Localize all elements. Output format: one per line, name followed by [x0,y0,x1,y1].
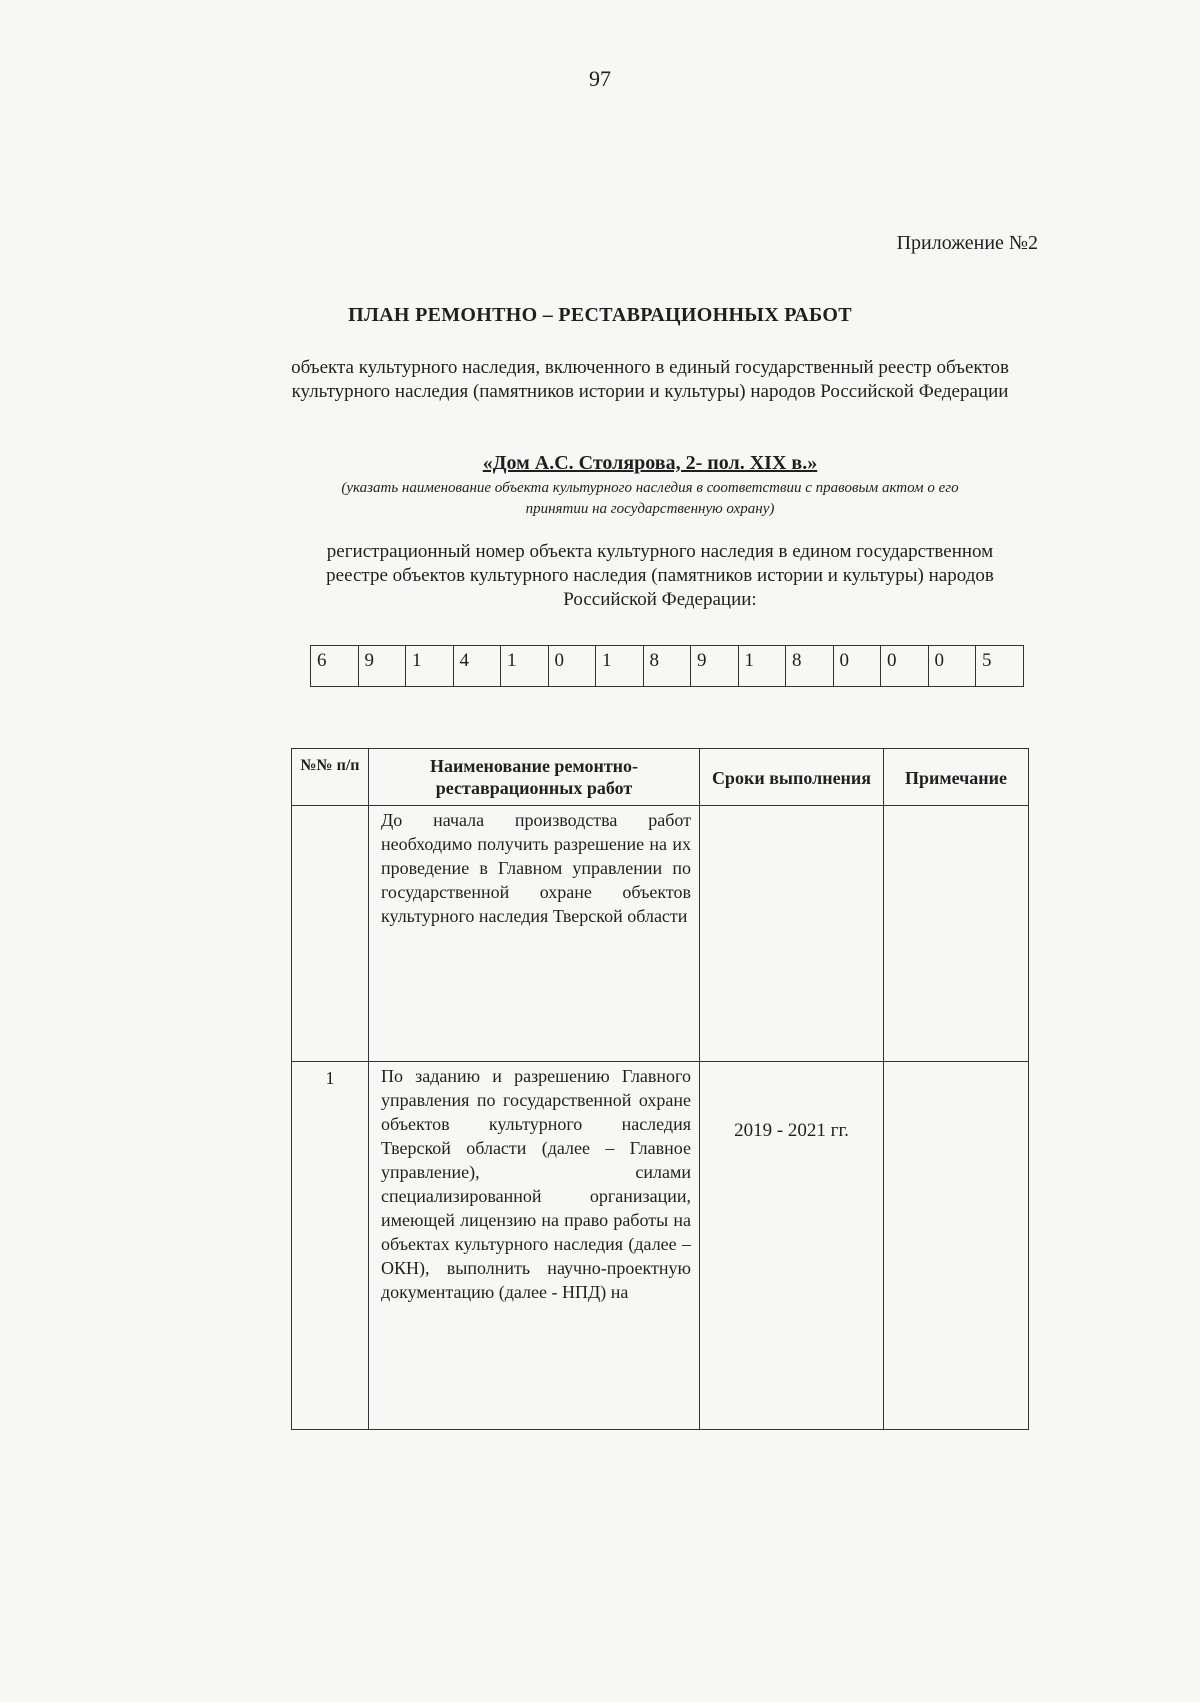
row-terms: 2019 - 2021 гг. [700,1062,884,1430]
header-works-name: Наименование ремонтно-реставрационных работ [369,749,700,806]
object-name-hint: (указать наименование объекта культурного наследия в соответствии с правовым актом о его принятии на государственную охрану) [341,480,959,517]
registration-digit: 5 [976,645,1024,687]
registration-digit: 9 [359,645,407,687]
registration-digit: 0 [834,645,882,687]
row-note [884,1062,1029,1430]
row-works-name: До начала производства работ необходимо получить разрешение на их проведение в Главном управлении по государственной охране объектов культурного наследия Тверской области [369,806,700,1062]
registration-digit: 4 [454,645,502,687]
row-note [884,806,1029,1062]
registration-digit: 8 [644,645,692,687]
table-header-row [292,749,1029,806]
registration-digit: 1 [596,645,644,687]
header-note: Примечание [884,749,1029,806]
registration-digit: 8 [786,645,834,687]
page-number: 97 [589,66,611,91]
registration-digit: 0 [549,645,597,687]
row-works-name: По заданию и разрешению Главного управления по государственной охране объектов культурного наследия Тверской области (далее – Главное управление), силами специализированной организации, имеющей лицензию на право работы на объектах культурного наследия (далее – ОКН), выполнить научно-проектную документацию (далее - НПД) на [369,1062,700,1430]
object-name: «Дом А.С. Столярова, 2- пол. XIX в.» [482,452,818,474]
appendix-label: Приложение №2 [896,232,1038,254]
row-terms [700,806,884,1062]
document-title: ПЛАН РЕМОНТНО – РЕСТАВРАЦИОННЫХ РАБОТ [348,304,852,326]
document-subtitle: объекта культурного наследия, включенного в единый государственный реестр объектов культурного наследия (памятников истории и культуры) народов Российской Федерации [291,357,1009,402]
table-row [292,806,1029,1062]
registration-digit: 0 [881,645,929,687]
row-number: 1 [292,1062,369,1430]
header-number: №№ п/п [292,749,369,806]
registration-digit: 9 [691,645,739,687]
row-number [292,806,369,1062]
works-plan-table [291,748,1029,1430]
table-row [292,1062,1029,1430]
registration-number-grid [310,645,1024,687]
registration-digit: 1 [739,645,787,687]
registration-digit: 1 [501,645,549,687]
registration-digit: 1 [406,645,454,687]
registration-digit: 0 [929,645,977,687]
header-terms: Сроки выполнения [700,749,884,806]
registration-text: регистрационный номер объекта культурного наследия в едином государственном реестре объектов культурного наследия (памятников истории и культуры) народов Российской Федерации: [326,541,994,610]
registration-digit: 6 [311,645,359,687]
